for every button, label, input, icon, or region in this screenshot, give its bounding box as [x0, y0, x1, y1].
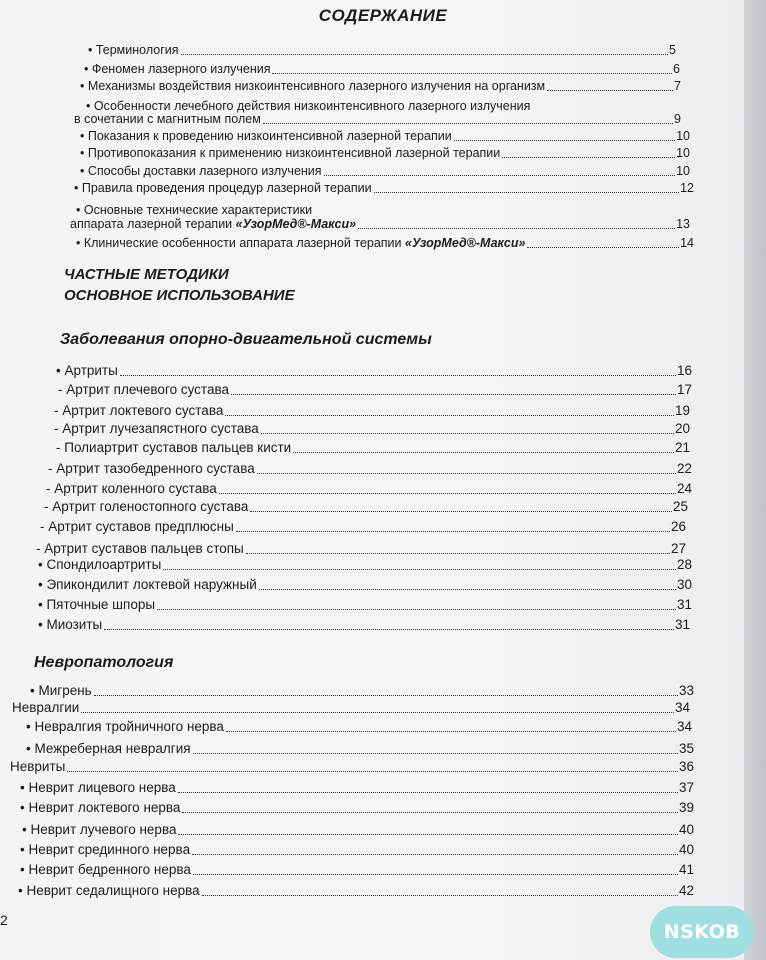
neurology-entry [12, 699, 690, 716]
dot-leader [181, 54, 669, 55]
section-neurology-title: Невропатология [34, 654, 174, 671]
intro-entry-page: 7 [674, 79, 681, 93]
intro-entry [80, 146, 690, 161]
dot-leader [272, 73, 672, 74]
intro-entry-page: 10 [676, 164, 690, 178]
musculoskeletal-entry-title: - Артрит суставов пальцев стопы [36, 541, 244, 556]
neurology-entry-page: 34 [676, 719, 692, 734]
section-musculoskeletal-title: Заболевания опорно-двигательной системы [60, 331, 432, 348]
contents-title: СОДЕРЖАНИЕ [318, 6, 448, 25]
dot-leader [250, 511, 672, 512]
dot-leader [547, 90, 673, 91]
neurology-entry-page: 42 [678, 883, 694, 898]
dot-leader [324, 175, 676, 176]
musculoskeletal-entry-page: 16 [676, 363, 692, 378]
intro-entry [76, 236, 694, 251]
intro-entry [74, 181, 694, 196]
intro-entry [70, 217, 690, 232]
neurology-entry-title: • Неврит бедренного нерва [20, 862, 191, 877]
neurology-entry [22, 821, 694, 838]
dot-leader [293, 452, 674, 453]
musculoskeletal-entry-page: 19 [674, 403, 690, 418]
dot-leader [120, 375, 676, 376]
musculoskeletal-entry [38, 616, 690, 633]
musculoskeletal-entry-page: 30 [676, 577, 692, 592]
intro-entry-title: аппарата лазерной терапии «УзорМед®-Макси» [70, 217, 357, 231]
musculoskeletal-entry-title: • Артриты [56, 363, 118, 378]
musculoskeletal-entry-title: • Пяточные шпоры [38, 597, 156, 612]
neurology-entry-page: 41 [678, 862, 694, 877]
neurology-entry [18, 882, 694, 899]
neurology-entry-page: 39 [678, 800, 694, 815]
intro-entry-title: • Правила проведения процедур лазерной терапии [74, 181, 372, 195]
musculoskeletal-entry [44, 498, 688, 515]
neurology-entry-title: • Неврит седалищного нерва [18, 883, 200, 898]
dot-leader [67, 771, 678, 772]
musculoskeletal-entry [36, 540, 686, 557]
musculoskeletal-entry-title: - Артрит коленного сустава [46, 481, 217, 496]
musculoskeletal-entry [46, 480, 692, 497]
neurology-entry-page: 35 [678, 741, 694, 756]
musculoskeletal-entry-title: • Спондилоартриты [38, 557, 162, 572]
dot-leader [182, 812, 678, 813]
neurology-entry [10, 758, 694, 775]
dot-leader [157, 609, 676, 610]
intro-entry-title: • Клинические особенности аппарата лазерной терапии «УзорМед®-Макси» [76, 236, 526, 250]
page-edge [744, 0, 766, 960]
dot-leader [246, 553, 670, 554]
musculoskeletal-entry-page: 27 [670, 541, 686, 556]
musculoskeletal-entry-title: • Эпикондилит локтевой наружный [38, 577, 257, 592]
musculoskeletal-entry-title: - Артрит суставов предплюсны [40, 519, 234, 534]
dot-leader [104, 629, 674, 630]
dot-leader [257, 473, 676, 474]
musculoskeletal-entry [40, 518, 686, 535]
musculoskeletal-entry [48, 460, 692, 477]
dot-leader [358, 228, 675, 229]
dot-leader [178, 834, 677, 835]
musculoskeletal-entry-title: - Артрит голеностопного сустава [44, 499, 249, 514]
intro-entry-page: 14 [680, 236, 694, 250]
dot-leader [454, 140, 675, 141]
neurology-entry-title: • Неврит локтевого нерва [20, 800, 181, 815]
intro-entry-title: • Механизмы воздействия низкоинтенсивного лазерного излучения на организм [80, 79, 546, 93]
intro-entry [80, 164, 690, 179]
intro-entry-title: в сочетании с магнитным полем [74, 112, 261, 126]
neurology-entry-title: • Межреберная невралгия [26, 741, 191, 756]
dot-leader [527, 247, 679, 248]
dot-leader [202, 895, 678, 896]
dot-leader [193, 874, 678, 875]
musculoskeletal-entry [56, 439, 690, 456]
musculoskeletal-entry [38, 576, 692, 593]
musculoskeletal-entry-page: 25 [672, 499, 688, 514]
neurology-entry-page: 36 [678, 759, 694, 774]
musculoskeletal-entry-title: - Полиартрит суставов пальцев кисти [56, 440, 292, 455]
musculoskeletal-entry [58, 381, 692, 398]
dot-leader [219, 493, 676, 494]
intro-entry [88, 43, 676, 58]
intro-entry-page: 13 [676, 217, 690, 231]
watermark-logo [650, 906, 754, 958]
neurology-entry-title: • Неврит срединного нерва [20, 842, 191, 857]
page-number: 2 [0, 912, 8, 928]
musculoskeletal-entry [54, 402, 690, 419]
dot-leader [163, 569, 676, 570]
neurology-entry-title: • Неврит лицевого нерва [20, 780, 176, 795]
musculoskeletal-entry-page: 22 [676, 461, 692, 476]
musculoskeletal-entry-page: 24 [676, 481, 692, 496]
dot-leader [259, 589, 676, 590]
dot-leader [81, 712, 674, 713]
neurology-entry-title: • Невралгия тройничного нерва [26, 719, 224, 734]
intro-entry [74, 112, 681, 127]
neurology-entry-page: 34 [674, 700, 690, 715]
intro-entry-title: • Показания к проведению низкоинтенсивной лазерной терапии [80, 129, 452, 143]
device-name: «УзорМед®-Макси» [235, 217, 357, 231]
dot-leader [178, 792, 678, 793]
main-usage-heading: ОСНОВНОЕ ИСПОЛЬЗОВАНИЕ [64, 287, 295, 304]
intro-entry [80, 129, 690, 144]
neurology-entry [20, 841, 694, 858]
neurology-entry [20, 779, 694, 796]
intro-entry-page: 10 [676, 146, 690, 160]
dot-leader [263, 123, 673, 124]
musculoskeletal-entry-title: - Артрит лучезапястного сустава [54, 421, 259, 436]
musculoskeletal-entry-title: - Артрит тазобедренного сустава [48, 461, 255, 476]
dot-leader [374, 192, 680, 193]
musculoskeletal-entry-page: 20 [674, 421, 690, 436]
neurology-entry-title: Невриты [10, 759, 66, 774]
dot-leader [192, 854, 678, 855]
neurology-entry [26, 718, 692, 735]
dot-leader [231, 394, 676, 395]
intro-entry-title: • Феномен лазерного излучения [84, 62, 271, 76]
musculoskeletal-entry [56, 362, 692, 379]
intro-entry-title: • Противопоказания к применению низкоинтенсивной лазерной терапии [80, 146, 501, 160]
musculoskeletal-entry-page: 31 [676, 597, 692, 612]
device-name: «УзорМед®-Макси» [405, 236, 526, 250]
intro-entry-page: 5 [669, 43, 676, 57]
musculoskeletal-entry-title: • Миозиты [38, 617, 103, 632]
musculoskeletal-entry-title: - Артрит локтевого сустава [54, 403, 224, 418]
watermark-text: NSKOB [663, 921, 741, 943]
intro-entry-page: 6 [673, 62, 680, 76]
intro-entry-title: • Терминология [88, 43, 179, 57]
dot-leader [94, 695, 678, 696]
musculoskeletal-entry-title: - Артрит плечевого сустава [58, 382, 229, 397]
musculoskeletal-entry-page: 21 [674, 440, 690, 455]
dot-leader [236, 531, 670, 532]
intro-entry-page: 9 [674, 112, 681, 126]
neurology-entry-title: • Неврит лучевого нерва [22, 822, 177, 837]
intro-line-3: • Особенности лечебного действия низкоинтенсивного лазерного излучения [86, 99, 531, 113]
musculoskeletal-entry-page: 26 [670, 519, 686, 534]
neurology-entry-page: 40 [678, 822, 694, 837]
dot-leader [261, 433, 674, 434]
intro-entry [80, 79, 681, 94]
neurology-entry [20, 799, 694, 816]
neurology-entry-title: • Мигрень [30, 683, 92, 698]
musculoskeletal-entry-page: 31 [674, 617, 690, 632]
neurology-entry-page: 37 [678, 780, 694, 795]
private-methods-heading: ЧАСТНЫЕ МЕТОДИКИ [64, 266, 229, 283]
musculoskeletal-entry [38, 596, 692, 613]
musculoskeletal-entry [38, 556, 692, 573]
musculoskeletal-entry-page: 28 [676, 557, 692, 572]
musculoskeletal-entry-page: 17 [676, 382, 692, 397]
musculoskeletal-entry [54, 420, 690, 437]
dot-leader [226, 731, 676, 732]
neurology-entry [30, 682, 694, 699]
intro-entry [84, 62, 680, 77]
intro-line-9: • Основные технические характеристики [76, 203, 313, 217]
neurology-entry [26, 740, 694, 757]
neurology-entry-title: Невралгии [12, 700, 80, 715]
dot-leader [502, 157, 675, 158]
dot-leader [193, 753, 678, 754]
intro-entry-title: • Способы доставки лазерного излучения [80, 164, 322, 178]
neurology-entry-page: 33 [678, 683, 694, 698]
intro-entry-page: 10 [676, 129, 690, 143]
dot-leader [225, 415, 674, 416]
intro-entry-page: 12 [680, 181, 694, 195]
neurology-entry-page: 40 [678, 842, 694, 857]
neurology-entry [20, 861, 694, 878]
